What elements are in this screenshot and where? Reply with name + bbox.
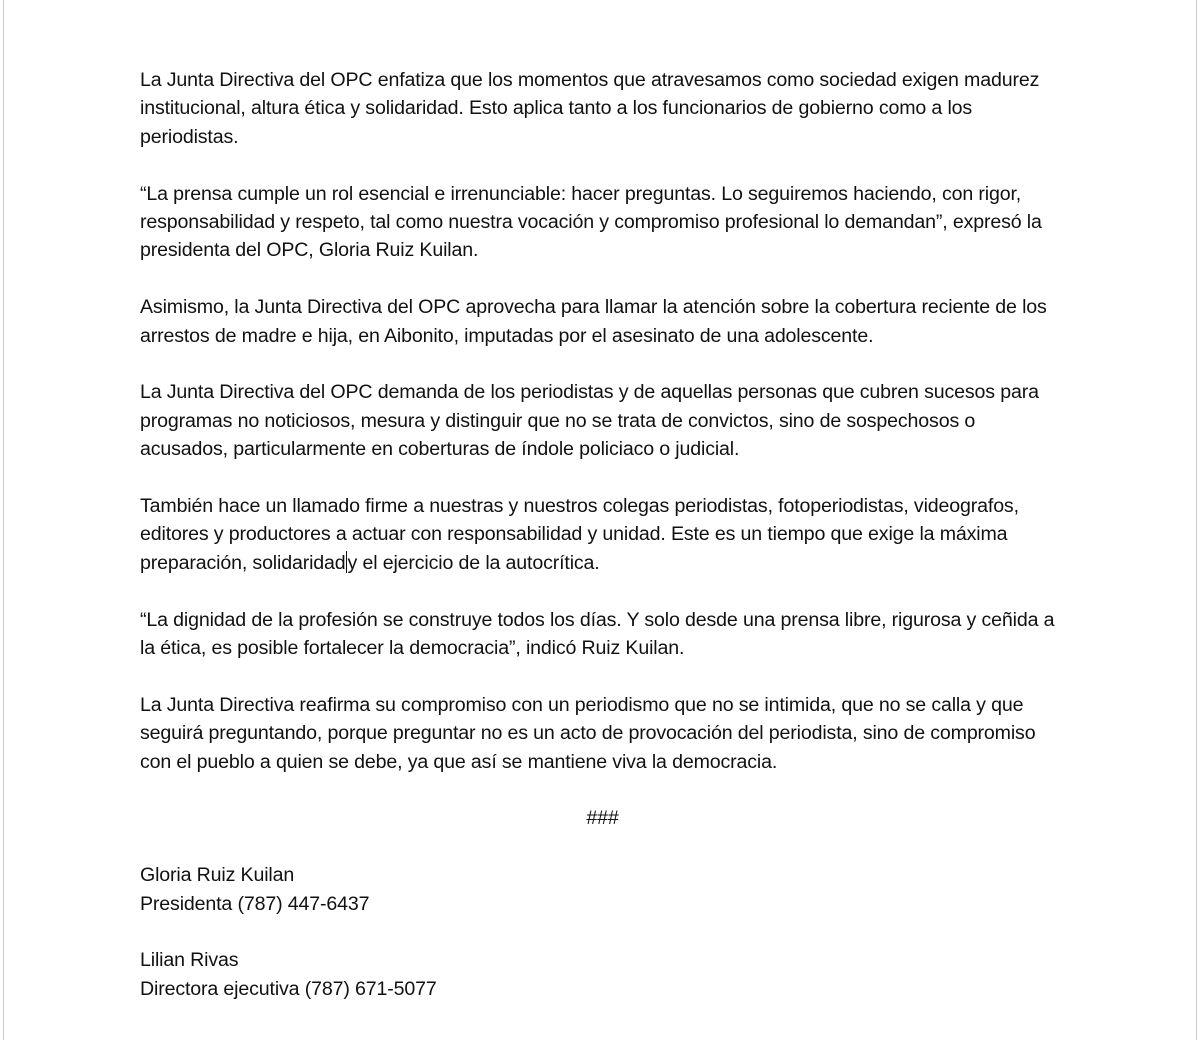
text-cursor: [346, 551, 347, 573]
contact-name: Gloria Ruiz Kuilan: [140, 864, 295, 887]
contact-name: Lilian Rivas: [140, 949, 239, 972]
paragraph-3[interactable]: Asimismo, la Junta Directiva del OPC aprovecha para llamar la atención sobre la cobertura reciente de los arrestos de madre e hija, en Aibonito, imputadas por el asesinato de una adolescente.: [140, 296, 1047, 347]
contact-block-2: [140, 946, 1065, 1003]
paragraph-1[interactable]: La Junta Directiva del OPC enfatiza que los momentos que atravesamos como sociedad exigen madurez institucional, altura ética y solidaridad. Esto aplica tanto a los funcionarios de gobierno como a los periodistas.: [140, 69, 1040, 148]
contact-role-phone: Directora ejecutiva (787) 671-5077: [140, 977, 437, 1000]
contact-block-1: [140, 861, 1065, 918]
contact-role-phone: Presidenta (787) 447-6437: [140, 892, 370, 915]
paragraph-4[interactable]: La Junta Directiva del OPC demanda de los periodistas y de aquellas personas que cubren sucesos para programas no noticiosos, mesura y distinguir que no se trata de convictos, sino de sospechosos o acusados, particularmente en coberturas de índole policiaco o judicial.: [140, 381, 1039, 461]
document-body[interactable]: [140, 66, 1065, 1032]
paragraph-5-text-after-cursor: y el ejercicio de la autocrítica.: [347, 551, 600, 574]
paragraph-5[interactable]: [140, 492, 1065, 577]
page-left-edge: [3, 0, 4, 1040]
paragraph-6-quote[interactable]: “La dignidad de la profesión se construye todos los días. Y solo desde una prensa libre, rigurosa y ceñida a la ética, es posible fortalecer la democracia”, indicó Ruiz Kuilan.: [140, 608, 1055, 660]
paragraph-7[interactable]: La Junta Directiva reafirma su compromiso con un periodismo que no se intimida, que no se calla y que seguirá preguntando, porque preguntar no es un acto de provocación del periodista, sino de compromiso con el pueblo a quien se debe, ya que así se mantiene viva la democracia.: [140, 693, 1036, 773]
paragraph-2-quote[interactable]: “La prensa cumple un rol esencial e irrenunciable: hacer preguntas. Lo seguiremos haciendo, con rigor, responsabilidad y respeto, tal como nuestra vocación y compromiso profesional lo demandan”, expresó la presidenta del OPC, Gloria Ruiz Kuilan.: [140, 182, 1042, 262]
page-right-edge: [1196, 0, 1197, 1040]
end-marker: ###: [586, 807, 619, 830]
paragraph-5-text-before-cursor: También hace un llamado firme a nuestras y nuestros colegas periodistas, fotoperiodistas, videografos, editores y productores a actuar con responsabilidad y unidad. Este es un tiempo que exige la máxima preparación, solidaridad: [140, 495, 1019, 574]
